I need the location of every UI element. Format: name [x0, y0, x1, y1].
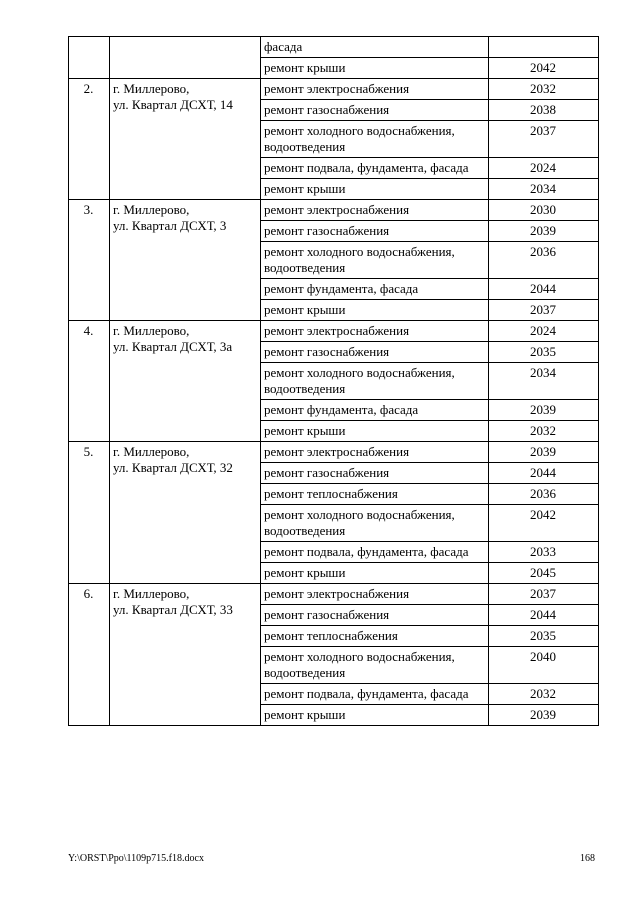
year-cell: 2037: [489, 584, 599, 605]
address-line: г. Миллерово,: [113, 586, 190, 601]
year-cell: 2044: [489, 463, 599, 484]
year-cell: 2039: [489, 705, 599, 726]
footer-page-number: 168: [580, 853, 595, 864]
year-cell: 2044: [489, 279, 599, 300]
table-row: [69, 321, 599, 342]
work-type-cell: ремонт подвала, фундамента, фасада: [261, 684, 489, 705]
year-cell: 2035: [489, 626, 599, 647]
address-cell: [110, 37, 261, 79]
work-type-cell: ремонт фундамента, фасада: [261, 400, 489, 421]
address-cell: [110, 442, 261, 584]
work-type-cell: ремонт холодного водоснабжения, водоотведения: [261, 505, 489, 542]
address-cell: [110, 200, 261, 321]
address-line: ул. Квартал ДСХТ, 32: [113, 460, 233, 475]
address-line: г. Миллерово,: [113, 202, 190, 217]
work-type-cell: ремонт газоснабжения: [261, 342, 489, 363]
year-cell: 2039: [489, 400, 599, 421]
address-line: г. Миллерово,: [113, 81, 190, 96]
address-line: г. Миллерово,: [113, 444, 190, 459]
address-cell: [110, 321, 261, 442]
year-cell: 2035: [489, 342, 599, 363]
address-line: г. Миллерово,: [113, 323, 190, 338]
work-type-cell: ремонт холодного водоснабжения, водоотведения: [261, 121, 489, 158]
row-number-cell: 3.: [69, 200, 110, 321]
year-cell: 2032: [489, 684, 599, 705]
work-type-cell: ремонт холодного водоснабжения, водоотведения: [261, 647, 489, 684]
work-type-cell: ремонт фундамента, фасада: [261, 279, 489, 300]
work-type-cell: ремонт газоснабжения: [261, 221, 489, 242]
address-line: ул. Квартал ДСХТ, 3: [113, 218, 227, 233]
table-row: [69, 442, 599, 463]
work-type-cell: ремонт крыши: [261, 421, 489, 442]
work-type-cell: ремонт холодного водоснабжения, водоотведения: [261, 242, 489, 279]
work-type-cell: ремонт подвала, фундамента, фасада: [261, 542, 489, 563]
year-cell: 2036: [489, 242, 599, 279]
year-cell: 2030: [489, 200, 599, 221]
row-number-cell: 5.: [69, 442, 110, 584]
work-type-cell: ремонт крыши: [261, 300, 489, 321]
year-cell: 2045: [489, 563, 599, 584]
work-type-cell: ремонт крыши: [261, 705, 489, 726]
work-type-cell: ремонт крыши: [261, 563, 489, 584]
year-cell: 2037: [489, 300, 599, 321]
year-cell: 2037: [489, 121, 599, 158]
table-row: [69, 584, 599, 605]
work-type-cell: ремонт газоснабжения: [261, 463, 489, 484]
year-cell: 2042: [489, 505, 599, 542]
row-number-cell: 4.: [69, 321, 110, 442]
address-line: ул. Квартал ДСХТ, 33: [113, 602, 233, 617]
work-type-cell: ремонт электроснабжения: [261, 442, 489, 463]
year-cell: 2042: [489, 58, 599, 79]
address-line: ул. Квартал ДСХТ, 14: [113, 97, 233, 112]
year-cell: 2036: [489, 484, 599, 505]
row-number-cell: 6.: [69, 584, 110, 726]
work-type-cell: фасада: [261, 37, 489, 58]
work-type-cell: ремонт теплоснабжения: [261, 626, 489, 647]
work-type-cell: ремонт электроснабжения: [261, 584, 489, 605]
year-cell: 2040: [489, 647, 599, 684]
table-body: [69, 37, 599, 726]
work-type-cell: ремонт холодного водоснабжения, водоотведения: [261, 363, 489, 400]
work-type-cell: ремонт электроснабжения: [261, 321, 489, 342]
year-cell: [489, 37, 599, 58]
repair-schedule-table: [68, 36, 599, 726]
address-cell: [110, 79, 261, 200]
work-type-cell: ремонт газоснабжения: [261, 605, 489, 626]
address-cell: [110, 584, 261, 726]
work-type-cell: ремонт электроснабжения: [261, 200, 489, 221]
work-type-cell: ремонт крыши: [261, 179, 489, 200]
address-line: ул. Квартал ДСХТ, 3а: [113, 339, 233, 354]
year-cell: 2033: [489, 542, 599, 563]
year-cell: 2038: [489, 100, 599, 121]
year-cell: 2024: [489, 158, 599, 179]
work-type-cell: ремонт газоснабжения: [261, 100, 489, 121]
year-cell: 2044: [489, 605, 599, 626]
year-cell: 2032: [489, 79, 599, 100]
year-cell: 2024: [489, 321, 599, 342]
year-cell: 2039: [489, 221, 599, 242]
year-cell: 2034: [489, 179, 599, 200]
footer-file-path: Y:\ORST\Ppo\1109p715.f18.docx: [68, 853, 204, 864]
work-type-cell: ремонт крыши: [261, 58, 489, 79]
table-row: [69, 79, 599, 100]
year-cell: 2039: [489, 442, 599, 463]
work-type-cell: ремонт теплоснабжения: [261, 484, 489, 505]
year-cell: 2034: [489, 363, 599, 400]
work-type-cell: ремонт электроснабжения: [261, 79, 489, 100]
row-number-cell: 2.: [69, 79, 110, 200]
table-row: [69, 37, 599, 58]
year-cell: 2032: [489, 421, 599, 442]
table-row: [69, 200, 599, 221]
row-number-cell: [69, 37, 110, 79]
work-type-cell: ремонт подвала, фундамента, фасада: [261, 158, 489, 179]
